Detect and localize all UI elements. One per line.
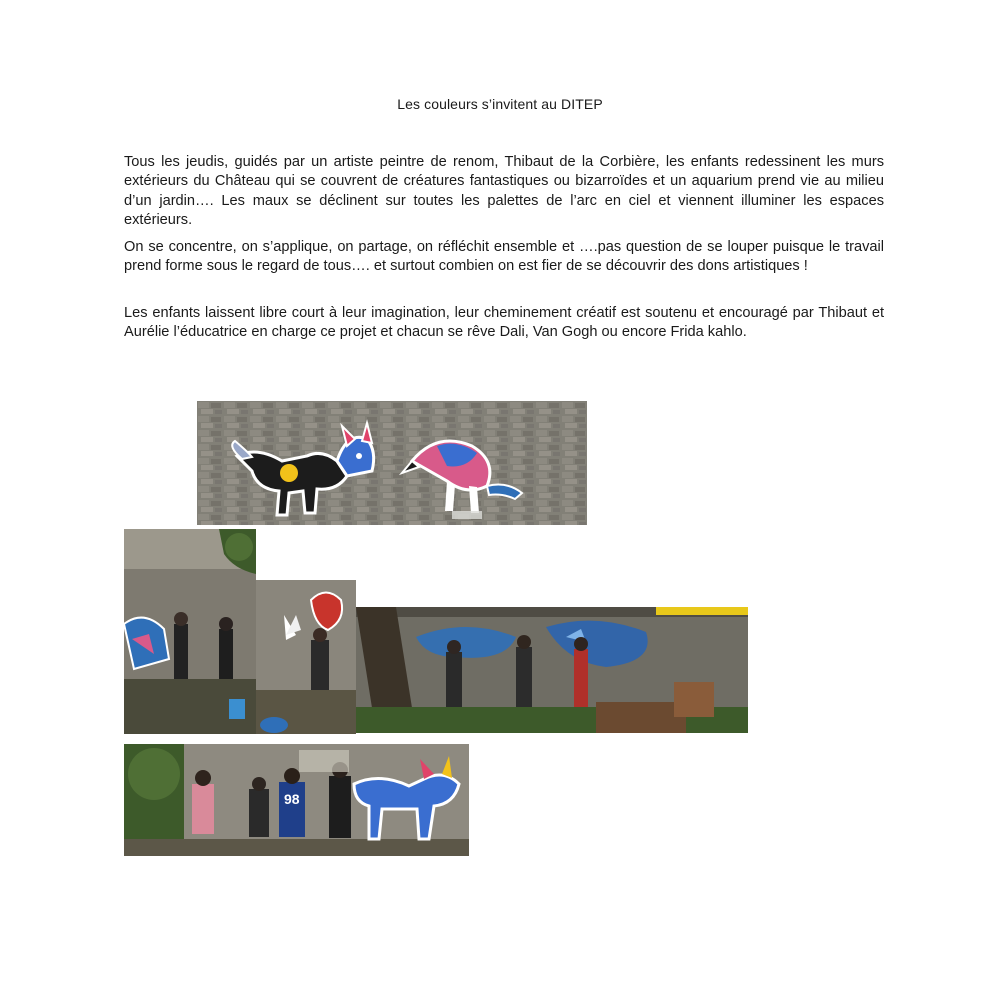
paragraph-imagination: Les enfants laissent libre court à leur imagination, leur cheminement créatif est soutenu et encouragé par Thibaut et Aurélie l’éducatrice en charge ce projet et chacun se rêve Dali, Van Gogh ou encore Frida kahlo. xyxy=(124,305,884,341)
photo-group-painting xyxy=(124,744,469,856)
photo-wall-painters-left xyxy=(124,529,256,734)
paragraph-intro: Tous les jeudis, guidés par un artiste peintre de renom, Thibaut de la Corbière, les enfants redessinent les murs extérieurs du Château qui se couvrent de créatures fantastiques ou bizarroïdes et un aquarium prend vie au milieu d’un jardin…. Les maux se déclinent sur toutes les palettes de l’arc en ciel et viennent illuminer les espaces extérieurs. xyxy=(124,154,884,229)
photo-mural-creatures xyxy=(197,401,587,525)
document-title: Les couleurs s’invitent au DITEP xyxy=(397,96,603,112)
photo-child-painting xyxy=(256,580,356,734)
photo-aquarium-garden xyxy=(356,607,748,733)
jersey-number: 98 xyxy=(284,791,300,807)
paragraph-concentration: On se concentre, on s’applique, on partage, on réfléchit ensemble et ….pas question de se louper puisque le travail prend forme sous le regard de tous…. et surtout combien on est fier de se découvrir des dons artistiques ! xyxy=(124,239,884,275)
